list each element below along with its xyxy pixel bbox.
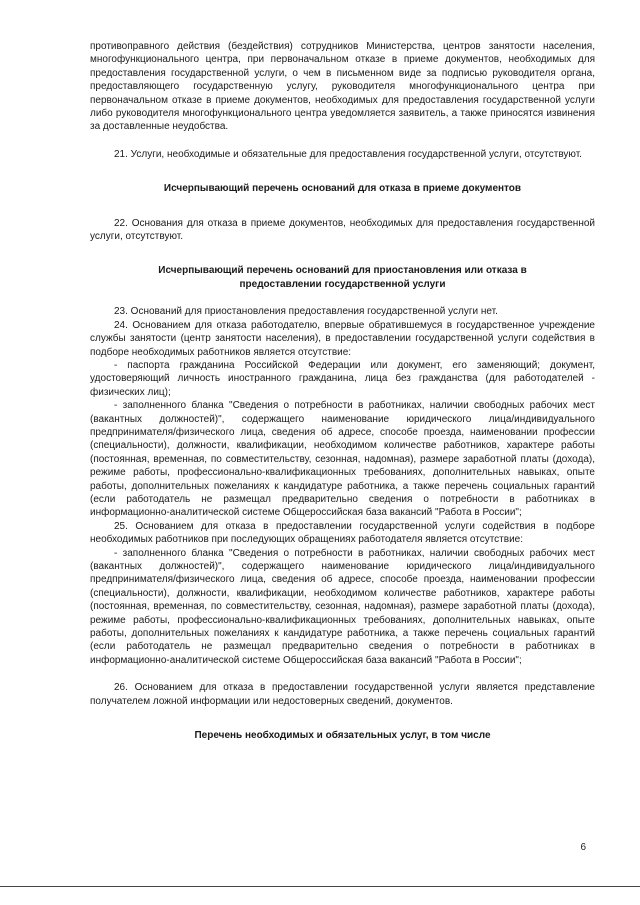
paragraph-25-item-1: - заполненного бланка "Сведения о потребности в работниках, наличии свободных рабочих мест (вакантных должностей)", содержащего наименование юридического лица/индивидуального предпринимателя/физического лица, сведения об адресе, способе проезда, наименовании профессии (специальности), должности, квалификации, необходимом количестве работников, характере работы (постоянная, временная, по совместительству, сезонная, надомная), размере заработной платы (дохода), режиме работы, профессионально-квалификационных требованиях, дополнительных навыках, опыте работы, дополнительных пожеланиях к кандидатуре работника, а также перечень социальных гарантий (если работодатель не размещал предварительно сведения о потребности в работниках в информационно-аналитической системе Общероссийская база вакансий "Работа в России"; xyxy=(90,547,595,666)
paragraph-26: 26. Основанием для отказа в предоставлении государственной услуги является представление получателем ложной информации или недостоверных сведений, документов. xyxy=(90,682,595,707)
paragraph-25: 25. Основанием для отказа в предоставлении государственной услуги содействия в подборе необходимых работников при последующих обращениях работодателя является отсутствие: xyxy=(90,520,595,546)
section-heading-suspension-refusal: Исчерпывающий перечень оснований для приостановления или отказа в предоставлении государственной услуги xyxy=(158,265,527,290)
paragraph-23: 23. Оснований для приостановления предоставления государственной услуги нет. xyxy=(114,306,498,318)
paragraph-24-item-2: - заполненного бланка "Сведения о потребности в работниках, наличии свободных рабочих мест (вакантных должностей)", содержащего наименование юридического лица/индивидуального предпринимателя/физического лица, сведения об адресе, способе проезда, наименовании профессии (специальности), должности, квалификации, необходимом количестве работников, характере работы (постоянная, временная, по совместительству, сезонная, надомная), размере заработной платы (дохода), режиме работы, профессионально-квалификационных требованиях, дополнительных навыках, опыте работы, дополнительных пожеланиях к кандидатуре работника, а также перечень социальных гарантий (если работодатель не размещал предварительно сведения о потребности в работниках в информационно-аналитической системе Общероссийская база вакансий "Работа в России"; xyxy=(90,400,595,519)
paragraph-21: 21. Услуги, необходимые и обязательные для предоставления государственной услуги, отсутствуют. xyxy=(114,148,582,160)
section-heading-required-services: Перечень необходимых и обязательных услуг, в том числе xyxy=(194,730,491,742)
scan-edge-divider xyxy=(0,886,640,887)
paragraph-24: 24. Основанием для отказа работодателю, впервые обратившемуся в государственное учреждение службы занятости (центр занятости населения), в предоставлении государственной услуги содействия в подборе необходимых работников является отсутствие: xyxy=(90,319,595,358)
page-number: 6 xyxy=(580,842,586,853)
paragraph-24-item-1: - паспорта гражданина Российской Федерации или документ, его заменяющий; документ, удостоверяющий личность иностранного гражданина, лица без гражданства (для работодателей - физических лиц); xyxy=(90,359,595,398)
section-heading-refusal-documents: Исчерпывающий перечень оснований для отказа в приеме документов xyxy=(163,183,522,195)
document-page xyxy=(90,40,595,742)
paragraph-continuation: противоправного действия (бездействия) сотрудников Министерства, центров занятости населения, многофункционального центра, при первоначальном отказе в приеме документов, необходимых для предоставления государственной услуги, о чем в письменном виде за подписью руководителя органа, предоставляющего государственную услугу, руководителя многофункционального центра при первоначальном отказе в приеме документов, необходимых для предоставления государственной услуги либо руководителя многофункционального центра уведомляется заявитель, а также приносятся извинения за доставленные неудобства. xyxy=(90,41,595,133)
paragraph-22: 22. Основания для отказа в приеме документов, необходимых для предоставления государственной услуги, отсутствуют. xyxy=(90,217,595,243)
